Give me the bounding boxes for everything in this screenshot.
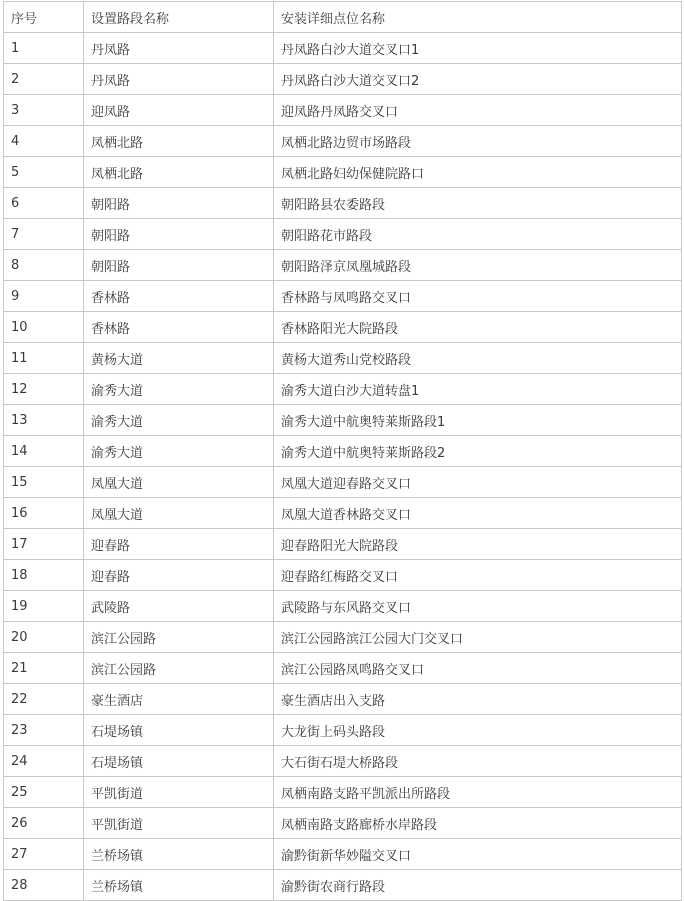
- cell-location-detail: 渝秀大道中航奥特莱斯路段1: [274, 405, 682, 436]
- cell-location-detail: 渝黔街农商行路段: [274, 870, 682, 901]
- table-row: [4, 715, 682, 746]
- table-row: [4, 498, 682, 529]
- cell-road-name: 香林路: [84, 281, 274, 312]
- cell-index: 3: [4, 95, 84, 126]
- cell-index: 27: [4, 839, 84, 870]
- cell-index: 12: [4, 374, 84, 405]
- cell-road-name: 凤栖北路: [84, 126, 274, 157]
- cell-index: 7: [4, 219, 84, 250]
- cell-location-detail: 滨江公园路滨江公园大门交叉口: [274, 622, 682, 653]
- table-row: [4, 870, 682, 901]
- table-row: [4, 64, 682, 95]
- cell-road-name: 豪生酒店: [84, 684, 274, 715]
- cell-location-detail: 凤栖北路妇幼保健院路口: [274, 157, 682, 188]
- table-row: [4, 467, 682, 498]
- table-row: [4, 188, 682, 219]
- cell-index: 19: [4, 591, 84, 622]
- cell-road-name: 丹凤路: [84, 33, 274, 64]
- cell-index: 18: [4, 560, 84, 591]
- table-row: [4, 622, 682, 653]
- table-row: [4, 684, 682, 715]
- cell-location-detail: 丹凤路白沙大道交叉口2: [274, 64, 682, 95]
- cell-location-detail: 凤凰大道香林路交叉口: [274, 498, 682, 529]
- cell-index: 2: [4, 64, 84, 95]
- cell-index: 25: [4, 777, 84, 808]
- cell-location-detail: 丹凤路白沙大道交叉口1: [274, 33, 682, 64]
- cell-road-name: 兰桥场镇: [84, 839, 274, 870]
- header-index: 序号: [4, 2, 84, 33]
- table-row: [4, 808, 682, 839]
- table-row: [4, 591, 682, 622]
- cell-road-name: 朝阳路: [84, 188, 274, 219]
- cell-location-detail: 武陵路与东风路交叉口: [274, 591, 682, 622]
- cell-index: 14: [4, 436, 84, 467]
- cell-index: 15: [4, 467, 84, 498]
- table-row: [4, 405, 682, 436]
- cell-index: 4: [4, 126, 84, 157]
- cell-index: 6: [4, 188, 84, 219]
- cell-road-name: 石堤场镇: [84, 746, 274, 777]
- cell-road-name: 迎凤路: [84, 95, 274, 126]
- cell-location-detail: 豪生酒店出入支路: [274, 684, 682, 715]
- cell-index: 11: [4, 343, 84, 374]
- cell-road-name: 迎春路: [84, 529, 274, 560]
- table-row: [4, 157, 682, 188]
- cell-road-name: 渝秀大道: [84, 374, 274, 405]
- table-row: [4, 343, 682, 374]
- cell-location-detail: 朝阳路县农委路段: [274, 188, 682, 219]
- cell-index: 17: [4, 529, 84, 560]
- table-header: [4, 2, 682, 33]
- cell-road-name: 滨江公园路: [84, 622, 274, 653]
- header-location-detail: 安装详细点位名称: [274, 2, 682, 33]
- cell-road-name: 凤凰大道: [84, 467, 274, 498]
- cell-location-detail: 渝黔街新华妙隘交叉口: [274, 839, 682, 870]
- table-row: [4, 33, 682, 64]
- table-row: [4, 250, 682, 281]
- cell-location-detail: 香林路阳光大院路段: [274, 312, 682, 343]
- cell-location-detail: 迎春路红梅路交叉口: [274, 560, 682, 591]
- cell-road-name: 平凯街道: [84, 777, 274, 808]
- cell-location-detail: 朝阳路泽京凤凰城路段: [274, 250, 682, 281]
- table-row: [4, 374, 682, 405]
- cell-road-name: 渝秀大道: [84, 436, 274, 467]
- cell-location-detail: 朝阳路花市路段: [274, 219, 682, 250]
- cell-location-detail: 渝秀大道白沙大道转盘1: [274, 374, 682, 405]
- cell-location-detail: 迎凤路丹凤路交叉口: [274, 95, 682, 126]
- table-row: [4, 126, 682, 157]
- cell-road-name: 黄杨大道: [84, 343, 274, 374]
- cell-road-name: 凤凰大道: [84, 498, 274, 529]
- cell-road-name: 兰桥场镇: [84, 870, 274, 901]
- cell-index: 28: [4, 870, 84, 901]
- cell-index: 23: [4, 715, 84, 746]
- cell-road-name: 丹凤路: [84, 64, 274, 95]
- cell-location-detail: 大龙街上码头路段: [274, 715, 682, 746]
- table-row: [4, 746, 682, 777]
- cell-location-detail: 黄杨大道秀山党校路段: [274, 343, 682, 374]
- cell-index: 1: [4, 33, 84, 64]
- cell-location-detail: 凤栖南路支路廊桥水岸路段: [274, 808, 682, 839]
- table-row: [4, 653, 682, 684]
- cell-location-detail: 凤栖北路边贸市场路段: [274, 126, 682, 157]
- table-row: [4, 777, 682, 808]
- cell-location-detail: 渝秀大道中航奥特莱斯路段2: [274, 436, 682, 467]
- cell-index: 16: [4, 498, 84, 529]
- table-row: [4, 312, 682, 343]
- cell-index: 24: [4, 746, 84, 777]
- cell-index: 10: [4, 312, 84, 343]
- cell-location-detail: 大石街石堤大桥路段: [274, 746, 682, 777]
- cell-location-detail: 凤栖南路支路平凯派出所路段: [274, 777, 682, 808]
- table-row: [4, 95, 682, 126]
- cell-road-name: 石堤场镇: [84, 715, 274, 746]
- table-row: [4, 560, 682, 591]
- cell-index: 22: [4, 684, 84, 715]
- cell-index: 13: [4, 405, 84, 436]
- cell-road-name: 渝秀大道: [84, 405, 274, 436]
- cell-location-detail: 滨江公园路凤鸣路交叉口: [274, 653, 682, 684]
- cell-road-name: 香林路: [84, 312, 274, 343]
- cell-index: 20: [4, 622, 84, 653]
- cell-road-name: 凤栖北路: [84, 157, 274, 188]
- cell-index: 21: [4, 653, 84, 684]
- table-row: [4, 219, 682, 250]
- cell-road-name: 朝阳路: [84, 219, 274, 250]
- cell-location-detail: 凤凰大道迎春路交叉口: [274, 467, 682, 498]
- cell-road-name: 武陵路: [84, 591, 274, 622]
- cell-index: 5: [4, 157, 84, 188]
- cell-road-name: 平凯街道: [84, 808, 274, 839]
- cell-location-detail: 迎春路阳光大院路段: [274, 529, 682, 560]
- camera-locations-table: [3, 1, 682, 901]
- table-row: [4, 436, 682, 467]
- table-row: [4, 529, 682, 560]
- header-road-name: 设置路段名称: [84, 2, 274, 33]
- cell-road-name: 朝阳路: [84, 250, 274, 281]
- cell-index: 9: [4, 281, 84, 312]
- table-row: [4, 281, 682, 312]
- cell-index: 8: [4, 250, 84, 281]
- cell-road-name: 滨江公园路: [84, 653, 274, 684]
- table-body: [4, 33, 682, 901]
- cell-road-name: 迎春路: [84, 560, 274, 591]
- header-row: [4, 2, 682, 33]
- cell-location-detail: 香林路与凤鸣路交叉口: [274, 281, 682, 312]
- table-row: [4, 839, 682, 870]
- cell-index: 26: [4, 808, 84, 839]
